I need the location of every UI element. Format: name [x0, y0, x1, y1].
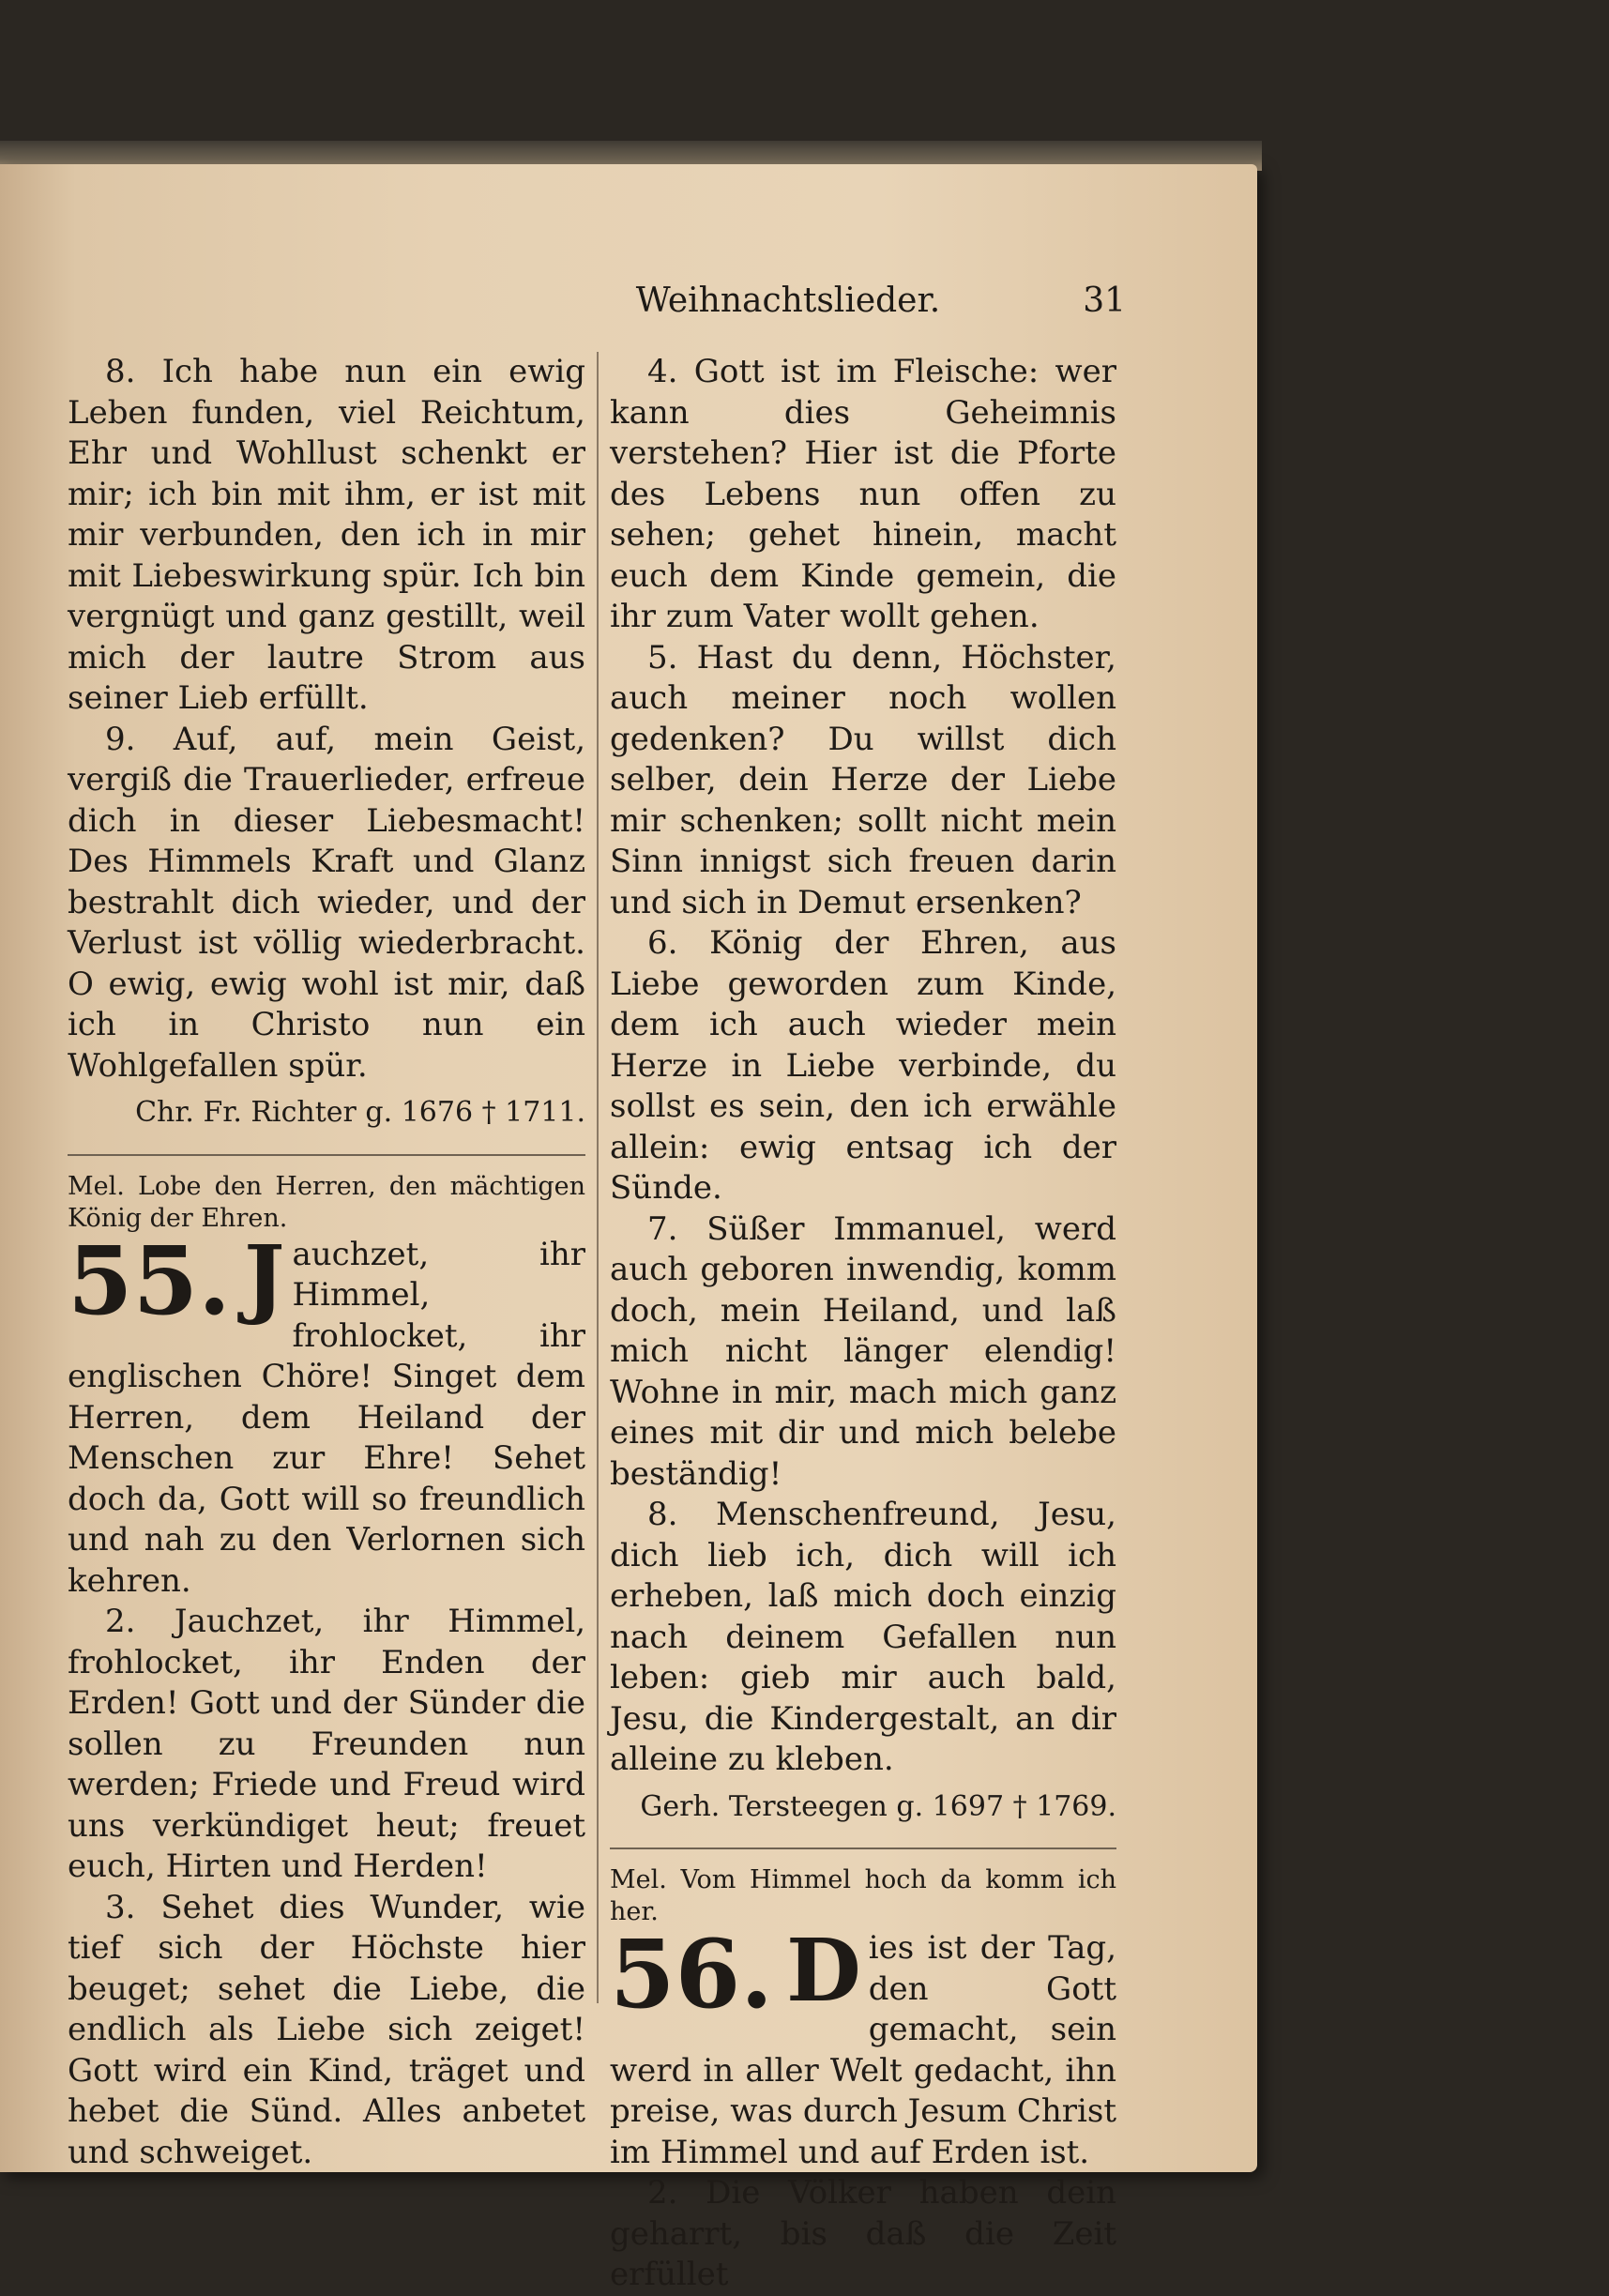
page-number: 31 — [1083, 281, 1126, 320]
verse-55-4: 4. Gott ist im Fleische: wer kann dies Geheimnis verstehen? Hier ist die Pforte des Lebens nun offen zu sehen; gehet hinein, macht euch dem Kinde gemein, die ihr zum Vater wollt gehen. — [610, 353, 1116, 635]
verse-55-6: 6. König der Ehren, aus Liebe geworden zum Kinde, dem ich auch wieder mein Herze in Liebe verbinde, du sollst es sein, den ich erwähle allein: ewig entsag ich der Sünde. — [610, 924, 1116, 1207]
drop-cap-55: J — [243, 1225, 285, 1328]
hymn-number-55: 55. — [68, 1224, 231, 1336]
section-title: Weihnachtslieder. — [635, 281, 941, 320]
verse-56-2: 2. Die Völker haben dein geharrt, bis daß die Zeit erfüllet — [610, 2174, 1116, 2293]
right-column — [610, 352, 1116, 2296]
hymn-separator — [68, 1154, 585, 1156]
verse-55-5: 5. Hast du denn, Höchster, auch meiner noch wollen gedenken? Du willst dich selber, dein Herze der Liebe mir schenken; sollt nicht mein Sinn innigst sich freuen darin und sich in Demut ersenken? — [610, 638, 1116, 921]
left-column — [68, 352, 585, 2173]
author-credit-55: Gerh. Tersteegen g. 1697 † 1769. — [640, 1789, 1116, 1823]
verse-54-8: 8. Ich habe nun ein ewig Leben funden, viel Reichtum, Ehr und Wohllust schenkt er mir; ich bin mit ihm, er ist mit mir verbunden, den ich in mir mit Liebeswirkung spür. Ich bin vergnügt und ganz gestillt, weil mich der lautre Strom aus seiner Lieb erfüllt. — [68, 353, 585, 717]
hymn-55-start — [68, 1224, 585, 1603]
verse-55-2: 2. Jauchzet, ihr Himmel, frohlocket, ihr Enden der Erden! Gott und der Sünder die sollen zu Freunden nun werden; Friede und Freud wird uns verkündiget heut; freuet euch, Hirten und Herden! — [68, 1603, 585, 1885]
hymn-separator — [610, 1847, 1116, 1849]
verse-55-8: 8. Menschenfreund, Jesu, dich lieb ich, dich will ich erheben, laß mich doch einzig nach deinem Gefallen nun leben: gieb mir auch bald, Jesu, die Kindergestalt, an dir alleine zu kleben. — [610, 1496, 1116, 1778]
melody-note-56: Mel. Vom Himmel hoch da komm ich her. — [610, 1865, 1116, 1926]
verse-56-1: ies ist der Tag, den Gott gemacht, sein werd in aller Welt gedacht, ihn preise, was durch Jesum Christ im Himmel und auf Erden ist. — [610, 1929, 1116, 2171]
author-credit-54: Chr. Fr. Richter g. 1676 † 1711. — [135, 1096, 585, 1129]
verse-54-9: 9. Auf, auf, mein Geist, vergiß die Trauerlieder, erfreue dich in dieser Liebesmacht! Des Himmels Kraft und Glanz bestrahlt dich wieder, und der Verlust ist völlig wiederbracht. O ewig, ewig wohl ist mir, daß ich in Christo nun ein Wohlgefallen spür. — [68, 720, 585, 1085]
melody-note-55: Mel. Lobe den Herren, den mächtigen König der Ehren. — [68, 1171, 585, 1233]
verse-55-3: 3. Sehet dies Wunder, wie tief sich der Höchste hier beuget; sehet die Liebe, die endlich als Liebe sich zeiget! Gott wird ein Kind, träget und hebet die Sünd. Alles anbetet und schweiget. — [68, 1888, 585, 2171]
hymn-56-start — [610, 1919, 1116, 2173]
drop-cap-56: D — [785, 1920, 861, 2021]
hymn-number-56: 56. — [610, 1919, 773, 2030]
column-divider — [597, 352, 599, 2003]
verse-55-7: 7. Süßer Immanuel, werd auch geboren inwendig, komm doch, mein Heiland, und laß mich nicht länger elendig! Wohne in mir, mach mich ganz eines mit dir und mich belebe beständig! — [610, 1209, 1116, 1493]
running-header — [450, 281, 1126, 328]
verse-55-1: auchzet, ihr Himmel, frohlocket, ihr englischen Chöre! Singet dem Herren, dem Heiland der Menschen zur Ehre! Sehet doch da, Gott will so freundlich und nah zu den Verlornen sich kehren. — [68, 1235, 585, 1600]
